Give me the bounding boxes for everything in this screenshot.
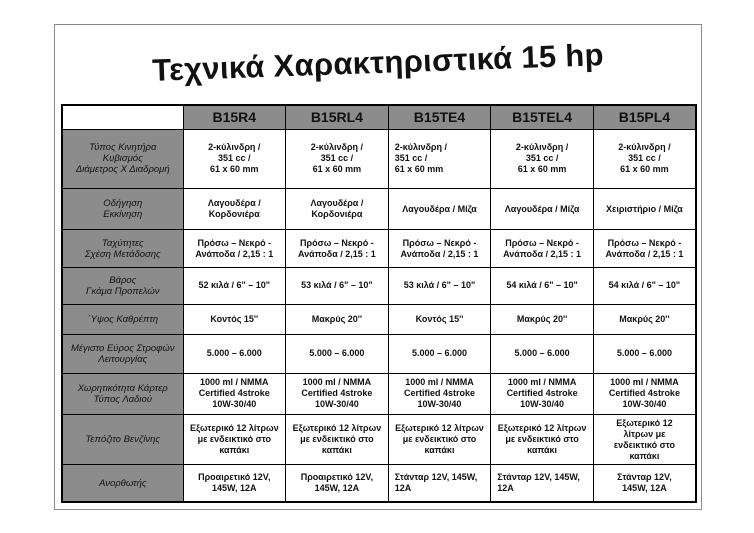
spec-cell (388, 465, 491, 502)
spec-cell-line: Προαιρετικό 12V, (198, 472, 271, 483)
spec-row-label (62, 334, 183, 373)
spec-cell (593, 304, 696, 334)
spec-cell-line: 351 cc / (394, 153, 428, 164)
model-header: B15TE4 (388, 105, 491, 129)
spec-cell (491, 373, 594, 414)
slide-title: Τεχνικά Χαρακτηριστικά 15 hp (151, 37, 605, 88)
spec-cell-line: Certified 4stroke (506, 388, 578, 399)
spec-cell (593, 465, 696, 502)
spec-cell (183, 230, 286, 267)
spec-row-label (62, 414, 183, 464)
spec-cell (183, 189, 286, 230)
spec-cell-line: Εξωτερικό 12 λίτρων (395, 423, 484, 434)
spec-cell-line: Προαιρετικό 12V, (300, 472, 374, 483)
spec-row (62, 129, 696, 189)
spec-cell (183, 267, 286, 304)
spec-cell (286, 414, 389, 464)
spec-cell-line: 61 x 60 mm (312, 164, 362, 175)
spec-cell (491, 465, 594, 502)
spec-cell-line: με ενδεικτικό στο (505, 434, 579, 445)
spec-cell (491, 267, 594, 304)
spec-cell-line: Πρόσω – Νεκρό - (607, 237, 682, 248)
model-header: B15R4 (183, 105, 286, 129)
spec-cell-line: 145W, 12A (622, 483, 667, 494)
spec-row-label-line: Μέγιστο Εύρος Στροφών (70, 342, 175, 354)
spec-cell (183, 304, 286, 334)
spec-cell-line: λίτρων με (623, 428, 666, 439)
spec-cell-line: Ανάποδα / 2,15 : 1 (400, 248, 479, 259)
spec-cell (183, 129, 286, 189)
spec-cell-line: καπάκι (424, 445, 455, 456)
spec-cell-line: με ενδεικτικό στο (402, 434, 477, 445)
spec-row-label (62, 267, 183, 304)
spec-cell-line: 2-κύλινδρη / (618, 142, 671, 153)
spec-cell (388, 267, 491, 304)
spec-cell (491, 414, 594, 464)
spec-cell-line: 351 cc / (320, 153, 354, 164)
spec-cell-line: Κορδονιέρα (311, 209, 363, 220)
spec-cell-line: 53 κιλά / 6" – 10" (403, 280, 476, 291)
model-header: B15PL4 (593, 105, 696, 129)
spec-cell (183, 465, 286, 502)
spec-cell-line: 53 κιλά / 6" – 10" (301, 280, 373, 291)
spec-cell (388, 129, 491, 189)
spec-row-label-line: Λειτουργίας (98, 353, 148, 365)
spec-cell-line: 10W-30/40 (212, 399, 257, 410)
spec-cell-line: ενδεικτικό στο (613, 439, 676, 450)
spec-row-label-line: Σχέση Μετάδοσης (84, 248, 161, 260)
spec-cell-line: καπάκι (527, 445, 558, 456)
spec-cell (491, 129, 594, 189)
spec-cell (286, 230, 389, 267)
spec-cell-line: Λαγουδέρα / (310, 198, 364, 209)
spec-body (62, 129, 696, 502)
spec-row-label-line: Τεπόζιτο Βενζίνης (85, 434, 160, 446)
spec-row-label-line: Εκκίνηση (103, 209, 143, 221)
spec-cell-line: 10W-30/40 (314, 399, 359, 410)
model-header: B15RL4 (286, 105, 389, 129)
spec-cell-line: Κορδονιέρα (208, 209, 260, 220)
spec-cell (388, 414, 491, 464)
spec-cell-line: Εξωτερικό 12 λίτρων (292, 423, 382, 434)
spec-cell-line: Certified 4stroke (608, 388, 680, 399)
spec-cell-line: Κοντός 15'' (210, 313, 259, 324)
spec-cell (593, 189, 696, 230)
spec-cell-line: 145W, 12A (212, 483, 257, 494)
header-row (62, 105, 696, 129)
spec-cell (491, 230, 594, 267)
spec-cell (286, 304, 389, 334)
spec-cell-line: Εξωτερικό 12 λίτρων (497, 423, 587, 434)
spec-cell (491, 189, 594, 230)
spec-row (62, 189, 696, 230)
spec-cell-line: 1000 ml / NMMA (610, 377, 679, 388)
spec-cell-line: Χειριστήριο / Μίζα (606, 203, 683, 214)
spec-cell-line: Στάνταρ 12V, 145W, (497, 472, 580, 483)
spec-row-label (62, 373, 183, 414)
spec-cell-line: 61 x 60 mm (210, 164, 259, 175)
spec-cell (286, 373, 389, 414)
spec-cell-line: 61 x 60 mm (517, 164, 567, 175)
spec-cell-line: 61 x 60 mm (620, 164, 669, 175)
spec-cell-line: Certified 4stroke (301, 388, 373, 399)
spec-cell-line: Μακρύς 20'' (516, 313, 568, 324)
spec-cell-line: Certified 4stroke (403, 388, 475, 399)
spec-cell-line: 2-κύλινδρη / (515, 142, 569, 153)
spec-cell-line: 2-κύλινδρη / (208, 142, 261, 153)
spec-cell-line: καπάκι (321, 445, 352, 456)
header-corner (62, 105, 183, 129)
spec-cell-line: 5.000 – 6.000 (309, 348, 365, 359)
spec-row-label-line: Γκάμα Προπελών (86, 285, 160, 297)
spec-row-label-line: Τύπος Λαδιού (93, 393, 153, 405)
spec-row-label (62, 230, 183, 267)
spec-row-label-line: Ανορθωτής (99, 477, 147, 489)
spec-cell (491, 334, 594, 373)
spec-cell-line: με ενδεικτικό στο (300, 434, 374, 445)
spec-cell-line: Ανάποδα / 2,15 : 1 (605, 248, 684, 259)
spec-cell-line: Πρόσω – Νεκρό - (505, 237, 579, 248)
spec-cell-line: 10W-30/40 (622, 399, 667, 410)
spec-cell (593, 414, 696, 464)
spec-cell-line: 2-κύλινδρη / (310, 142, 364, 153)
spec-cell-line: Λαγουδέρα / Μίζα (402, 203, 477, 214)
spec-cell-line: Μακρύς 20'' (619, 313, 670, 324)
spec-cell (593, 267, 696, 304)
spec-cell-line: 5.000 – 6.000 (411, 348, 468, 359)
spec-cell-line: Πρόσω – Νεκρό - (300, 237, 374, 248)
spec-cell (491, 304, 594, 334)
spec-cell-line: Μακρύς 20'' (311, 313, 363, 324)
spec-cell-line: 1000 ml / NMMA (302, 377, 372, 388)
spec-cell-line: 1000 ml / NMMA (200, 377, 269, 388)
spec-row (62, 465, 696, 502)
spec-cell-line: Ανάποδα / 2,15 : 1 (195, 248, 274, 259)
spec-cell (388, 189, 491, 230)
spec-cell-line: 12A (394, 483, 412, 494)
spec-row-label-line: Οδήγηση (103, 198, 143, 210)
spec-cell (593, 334, 696, 373)
spec-cell (286, 267, 389, 304)
spec-cell-line: Πρόσω – Νεκρό - (197, 237, 272, 248)
spec-row-label-line: Ταχύτητες (101, 237, 144, 249)
spec-cell-line: 1000 ml / NMMA (405, 377, 474, 388)
spec-cell-line: 5.000 – 6.000 (616, 348, 672, 359)
spec-cell (593, 230, 696, 267)
spec-cell-line: 12A (497, 483, 514, 494)
spec-cell-line: 145W, 12A (314, 483, 360, 494)
spec-cell-line: 10W-30/40 (417, 399, 462, 410)
spec-cell-line: Στάνταρ 12V, (617, 472, 672, 483)
spec-cell (183, 373, 286, 414)
spec-row (62, 373, 696, 414)
spec-row (62, 267, 696, 304)
spec-cell-line: 10W-30/40 (520, 399, 564, 410)
spec-cell-line: 351 cc / (525, 153, 559, 164)
spec-cell-line: καπάκι (219, 445, 250, 456)
spec-cell (593, 373, 696, 414)
spec-cell-line: Στάνταρ 12V, 145W, (394, 472, 478, 483)
spec-cell-line: Εξωτερικό 12 (616, 417, 673, 428)
spec-row (62, 230, 696, 267)
spec-table (61, 104, 697, 503)
spec-cell (286, 334, 389, 373)
spec-cell (286, 129, 389, 189)
spec-cell (388, 334, 491, 373)
spec-cell-line: Κοντός 15'' (415, 313, 464, 324)
spec-cell (388, 373, 491, 414)
spec-cell (388, 230, 491, 267)
spec-cell (593, 129, 696, 189)
spec-cell-line: 351 cc / (218, 153, 251, 164)
spec-cell-line: 1000 ml / NMMA (507, 377, 577, 388)
spec-row-label-line: Τύπος Κινητήρα (89, 142, 157, 154)
spec-row-label-line: Κυβισμός (102, 153, 143, 165)
spec-row-label (62, 465, 183, 502)
spec-cell-line: Ανάποδα / 2,15 : 1 (503, 248, 581, 259)
spec-cell-line: καπάκι (629, 450, 660, 461)
spec-row (62, 334, 696, 373)
spec-cell (183, 334, 286, 373)
spec-cell-line: Certified 4stroke (198, 388, 270, 399)
spec-row-label (62, 304, 183, 334)
spec-cell (286, 465, 389, 502)
spec-row-label (62, 189, 183, 230)
spec-cell-line: Λαγουδέρα / (207, 198, 261, 209)
spec-row-label-line: Βάρος (109, 274, 137, 286)
spec-cell-line: 5.000 – 6.000 (514, 348, 570, 359)
spec-cell (183, 414, 286, 464)
spec-row-label (62, 129, 183, 189)
spec-cell-line: Λαγουδέρα / Μίζα (504, 203, 580, 214)
spec-cell-line: με ενδεικτικό στο (197, 434, 272, 445)
spec-cell-line: Ανάποδα / 2,15 : 1 (297, 248, 376, 259)
spec-cell-line: 54 κιλά / 6" – 10" (506, 280, 578, 291)
spec-row-label-line: Διάμετρος Χ Διαδρομή (75, 164, 170, 176)
spec-row (62, 414, 696, 464)
spec-cell-line: Εξωτερικό 12 λίτρων (189, 423, 279, 434)
spec-cell (286, 189, 389, 230)
spec-cell-line: 54 κιλά / 6" – 10" (608, 280, 681, 291)
spec-cell-line: 2-κύλινδρη / (394, 142, 447, 153)
spec-cell-line: 5.000 – 6.000 (206, 348, 262, 359)
model-header: B15TEL4 (491, 105, 594, 129)
spec-cell-line: 52 κιλά / 6" – 10" (198, 280, 271, 291)
spec-cell-line: 351 cc / (628, 153, 661, 164)
spec-cell-line: Πρόσω – Νεκρό - (402, 237, 477, 248)
spec-row-label-line: ΄Υψος Καθρέπτη (87, 313, 159, 325)
spec-cell (388, 304, 491, 334)
spec-cell-line: 61 x 60 mm (394, 164, 444, 175)
spec-row (62, 304, 696, 334)
slide (54, 24, 702, 510)
spec-row-label-line: Χωρητικότητα Κάρτερ (77, 382, 168, 394)
